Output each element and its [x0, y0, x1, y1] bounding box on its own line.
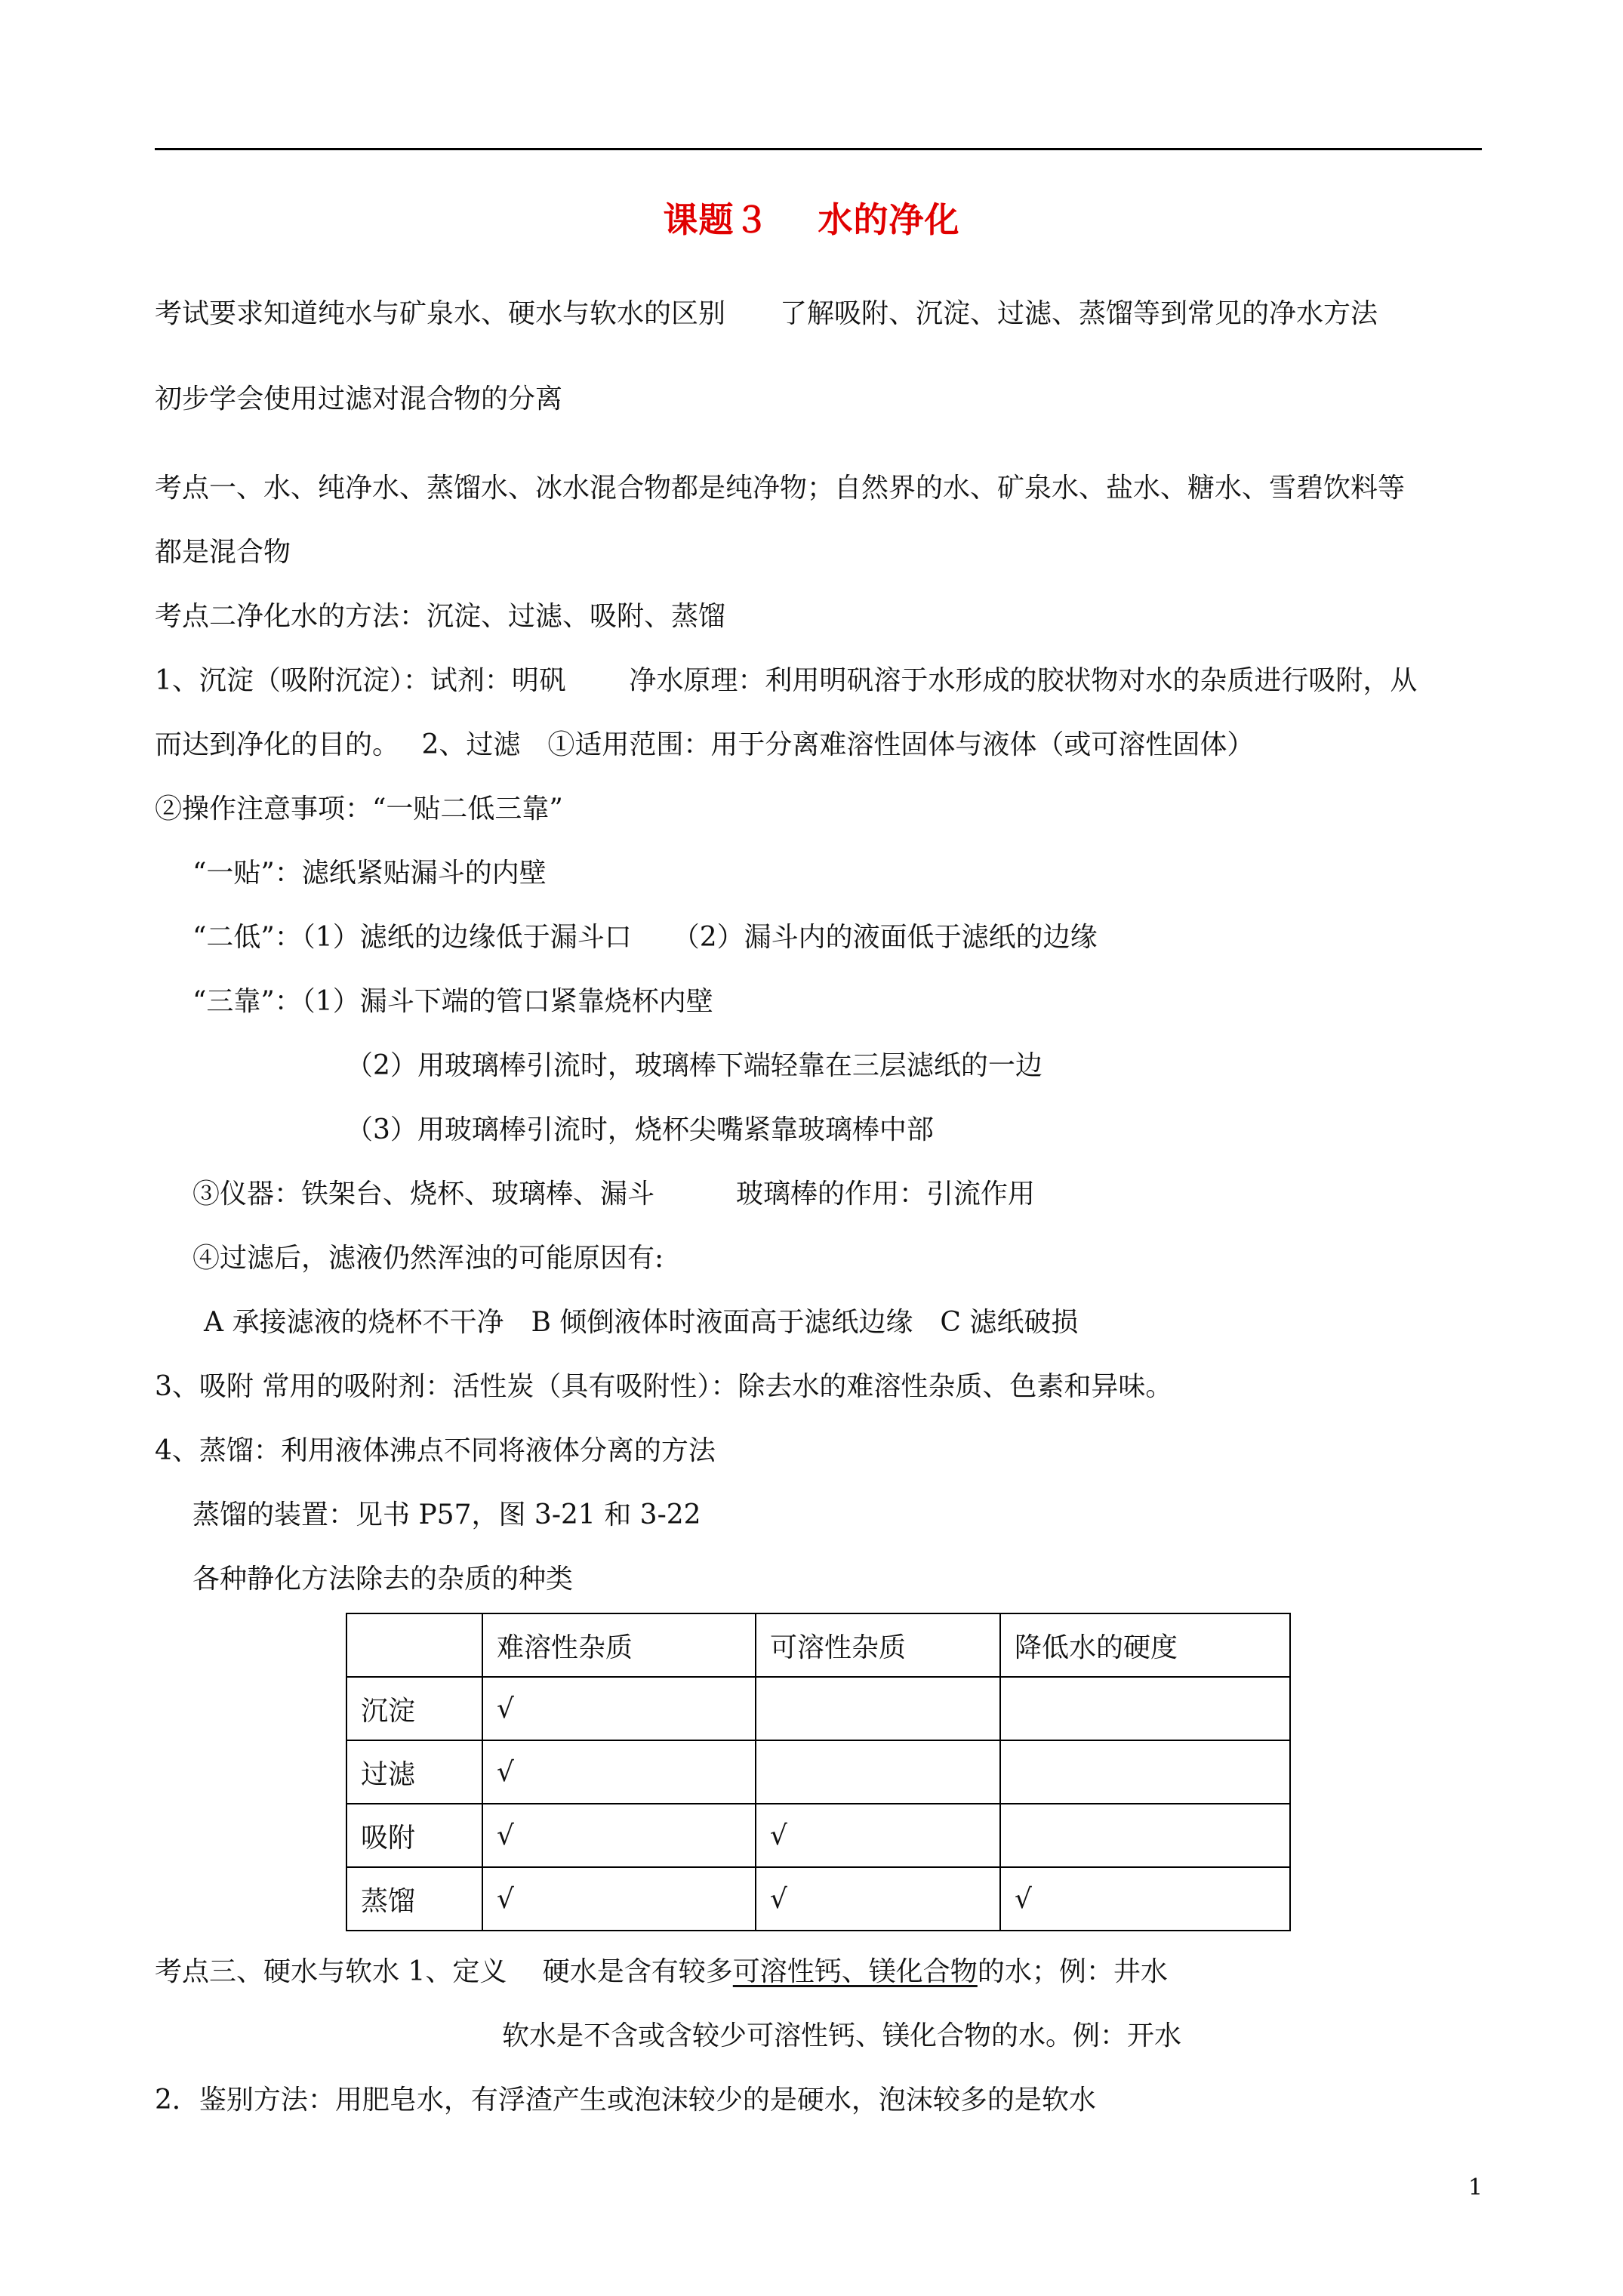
kaodian3-suffix: 的水；例：井水	[977, 1956, 1168, 1987]
header-rule	[155, 148, 1482, 150]
kaodian3-line-2: 软水是不含或含较少可溶性钙、镁化合物的水。例：开水	[502, 2020, 1182, 2051]
page-title: 课题３ 水的净化	[663, 199, 960, 240]
kaodian3-line-1	[155, 1954, 1168, 1990]
table-cell	[756, 1677, 1000, 1740]
turbid-reasons-list: A 承接滤液的烧杯不干净 B 倾倒液体时液面高于滤纸边缘 C 滤纸破损	[204, 1307, 1079, 1338]
page-number: 1	[1468, 2174, 1483, 2201]
distillation-apparatus-line: 蒸馏的装置：见书 P57，图 3-21 和 3-22	[192, 1499, 701, 1530]
requirements-line-2: 初步学会使用过滤对混合物的分离	[155, 384, 563, 415]
kaodian3-line-3: 2．鉴别方法：用肥皂水，有浮渣产生或泡沫较少的是硬水，泡沫较多的是软水	[155, 2085, 1096, 2116]
adsorption-line: 3、吸附 常用的吸附剂：活性炭（具有吸附性）：除去水的难溶性杂质、色素和异味。	[155, 1371, 1173, 1402]
table-cell: 过滤	[346, 1740, 482, 1804]
kaodian1-line-2: 都是混合物	[155, 537, 291, 568]
turbid-reasons-heading: ④过滤后，滤液仍然浑浊的可能原因有:	[192, 1243, 664, 1274]
erdi-line: “二低”：（1）滤纸的边缘低于漏斗口 （2）漏斗内的液面低于滤纸的边缘	[192, 922, 1098, 953]
kaodian1-line-1: 考点一、水、纯净水、蒸馏水、冰水混合物都是纯净物；自然界的水、矿泉水、盐水、糖水、雪碧饮料等	[155, 473, 1406, 504]
kaodian3-prefix: 考点三、硬水与软水 1、定义 硬水是含有较多	[155, 1956, 733, 1987]
sankao-line-1: “三靠”：（1）漏斗下端的管口紧靠烧杯内壁	[192, 986, 713, 1017]
requirements-line-1: 考试要求知道纯水与矿泉水、硬水与软水的区别 了解吸附、沉淀、过滤、蒸馏等到常见的净水方法	[155, 298, 1378, 329]
table-cell	[1000, 1677, 1290, 1740]
table-row	[346, 1804, 1290, 1867]
table-header-cell: 难溶性杂质	[482, 1613, 756, 1677]
table-cell: √	[482, 1867, 756, 1931]
sedimentation-line-1: 1、沉淀（吸附沉淀）：试剂：明矾 净水原理：利用明矾溶于水形成的胶状物对水的杂质进行吸附，从	[155, 665, 1418, 696]
table-cell: 蒸馏	[346, 1867, 482, 1931]
table-cell: √	[482, 1677, 756, 1740]
filtration-notes-heading: ②操作注意事项：“一贴二低三靠”	[155, 794, 563, 824]
table-cell: 吸附	[346, 1804, 482, 1867]
purification-methods-table	[346, 1613, 1291, 1931]
table-cell: √	[482, 1804, 756, 1867]
table-row	[346, 1867, 1290, 1931]
table-caption: 各种静化方法除去的杂质的种类	[192, 1564, 574, 1595]
table-header-cell: 可溶性杂质	[756, 1613, 1000, 1677]
table-cell: 沉淀	[346, 1677, 482, 1740]
table-cell: √	[756, 1804, 1000, 1867]
table-cell	[1000, 1804, 1290, 1867]
sedimentation-line-2: 而达到净化的目的。 2、过滤 ①适用范围：用于分离难溶性固体与液体（或可溶性固体）	[155, 729, 1255, 760]
instruments-line: ③仪器：铁架台、烧杯、玻璃棒、漏斗 玻璃棒的作用：引流作用	[192, 1179, 1036, 1210]
table-row	[346, 1740, 1290, 1804]
table-header-cell	[346, 1613, 482, 1677]
sankao-line-3: （3）用玻璃棒引流时，烧杯尖嘴紧靠玻璃棒中部	[346, 1114, 934, 1145]
table-cell: √	[1000, 1867, 1290, 1931]
table-cell	[1000, 1740, 1290, 1804]
sankao-line-2: （2）用玻璃棒引流时，玻璃棒下端轻靠在三层滤纸的一边	[346, 1050, 1042, 1081]
table-cell: √	[756, 1867, 1000, 1931]
table-row	[346, 1677, 1290, 1740]
yitie-line: “一贴”：滤纸紧贴漏斗的内壁	[192, 858, 547, 889]
table-cell	[756, 1740, 1000, 1804]
table-header-row	[346, 1613, 1290, 1677]
kaodian2-heading: 考点二净化水的方法：沉淀、过滤、吸附、蒸馏	[155, 601, 726, 632]
kaodian3-underlined-term: 可溶性钙、镁化合物	[732, 1956, 978, 1987]
table-cell: √	[482, 1740, 756, 1804]
table-header-cell: 降低水的硬度	[1000, 1613, 1290, 1677]
distillation-line: 4、蒸馏：利用液体沸点不同将液体分离的方法	[155, 1435, 716, 1466]
